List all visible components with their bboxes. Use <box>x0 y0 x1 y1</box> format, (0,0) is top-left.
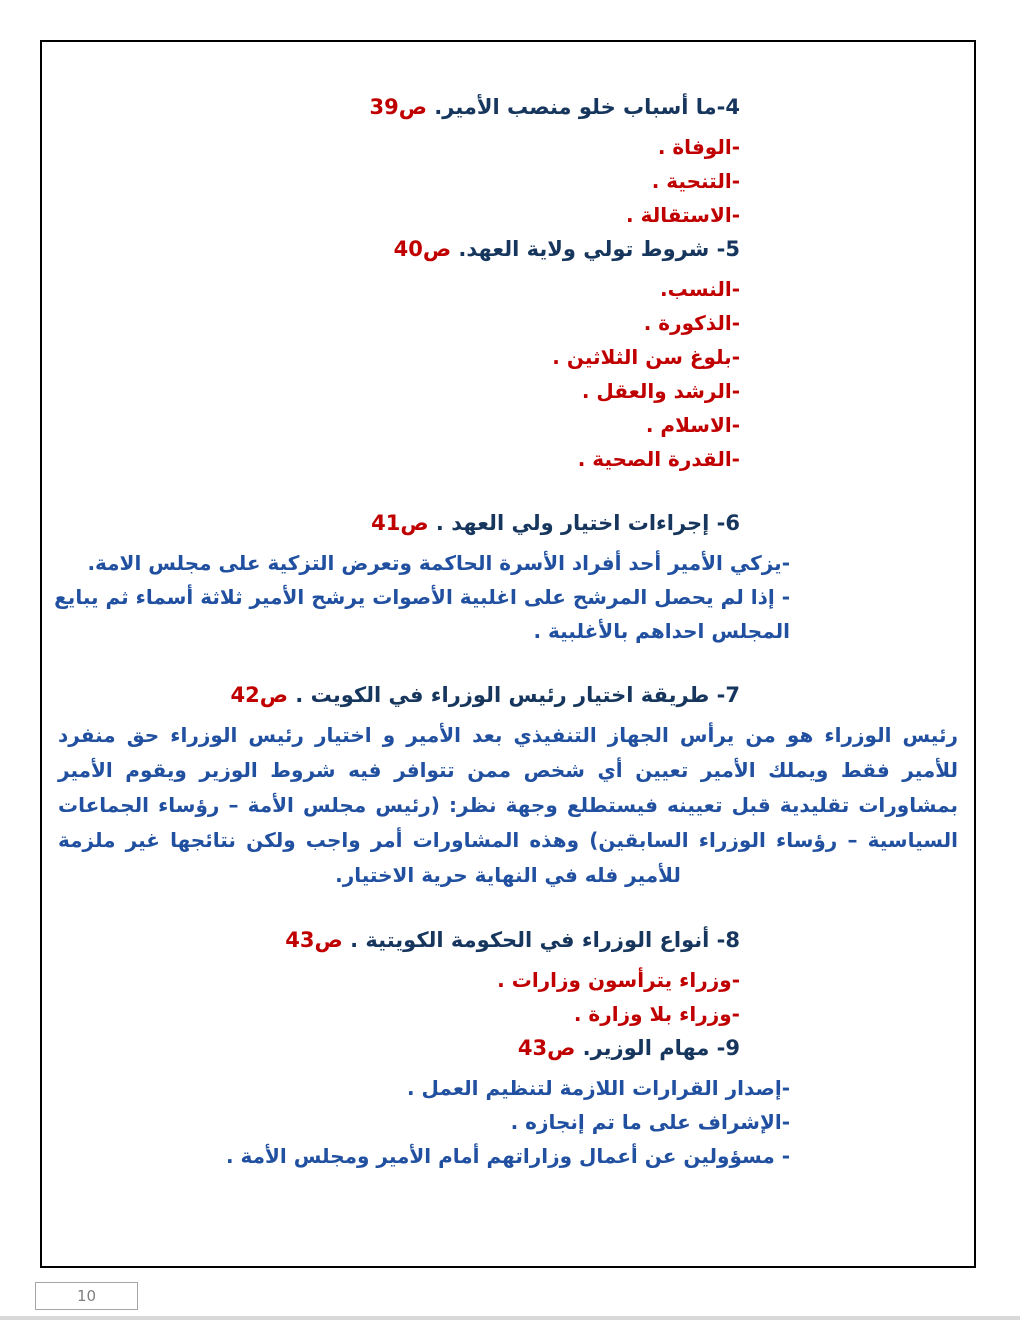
line-text: -الذكورة . <box>643 311 740 335</box>
doc-line <box>54 164 962 198</box>
page-ref: ص39 <box>369 95 427 119</box>
blank-line <box>54 476 962 506</box>
line-text: -الاستقالة . <box>626 203 740 227</box>
doc-line <box>54 306 962 340</box>
section-heading <box>54 678 962 712</box>
section-heading <box>54 923 962 957</box>
line-text: -بلوغ سن الثلاثين . <box>552 345 740 369</box>
doc-line <box>54 442 962 476</box>
section-heading <box>54 1031 962 1065</box>
line-text: -القدرة الصحية . <box>577 447 740 471</box>
line-text: -الرشد والعقل . <box>581 379 740 403</box>
line-text: - إذا لم يحصل المرشح على اغلبية الأصوات يرشح الأمير ثلاثة أسماء ثم يبايع المجلس احداهم بالأغلبية . <box>54 585 790 643</box>
page-ref: ص43 <box>285 928 343 952</box>
section-heading <box>54 506 962 540</box>
line-text: -وزراء يترأسون وزارات . <box>497 968 740 992</box>
doc-line <box>54 1071 962 1105</box>
doc-line <box>54 1139 962 1173</box>
doc-line <box>54 546 962 580</box>
blank-line <box>54 648 962 678</box>
doc-line <box>54 198 962 232</box>
line-text: -الوفاة . <box>657 135 740 159</box>
line-text: 5- شروط تولي ولاية العهد. <box>458 237 740 261</box>
line-text: 9- مهام الوزير. <box>582 1036 740 1060</box>
line-text: -التنحية . <box>651 169 740 193</box>
line-text: - مسؤولين عن أعمال وزاراتهم أمام الأمير ومجلس الأمة . <box>225 1144 790 1168</box>
line-text: 7- طريقة اختيار رئيس الوزراء في الكويت . <box>295 683 740 707</box>
page-ref: ص43 <box>517 1036 576 1060</box>
document-content <box>42 42 974 1266</box>
line-text: -يزكي الأمير أحد أفراد الأسرة الحاكمة وتعرض التزكية على مجلس الامة. <box>87 551 790 575</box>
page-ref: ص40 <box>393 237 452 261</box>
page-number: 10 <box>76 1287 97 1305</box>
doc-line <box>54 408 962 442</box>
line-text: -وزراء بلا وزارة . <box>573 1002 740 1026</box>
line-text: -النسب. <box>660 277 740 301</box>
doc-line <box>54 130 962 164</box>
page-bottom-edge <box>0 1316 1020 1320</box>
doc-line <box>54 718 962 893</box>
page-ref: ص41 <box>371 511 429 535</box>
footer-page-number-box <box>35 1282 138 1310</box>
doc-line <box>54 963 962 997</box>
line-text: -الإشراف على ما تم إنجازه . <box>510 1110 790 1134</box>
line-text: -إصدار القرارات اللازمة لتنظيم العمل . <box>407 1076 790 1100</box>
page-border <box>40 40 976 1268</box>
doc-line <box>54 374 962 408</box>
line-text: 8- أنواع الوزراء في الحكومة الكويتية . <box>350 928 740 952</box>
doc-line <box>54 272 962 306</box>
doc-line <box>54 340 962 374</box>
doc-line <box>54 997 962 1031</box>
line-text: رئيس الوزراء هو من يرأس الجهاز التنفيذي بعد الأمير و اختيار رئيس الوزراء حق منفرد للأمير فقط ويملك الأمير تعيين أي شخص ممن تتوافر فيه شروط الوزير ويقوم الأمير بمشاورات تقليدية قبل تعيينه فيستطلع وجهة نظر: (رئيس مجلس الأمة – رؤساء الجماعات السياسية – رؤساء الوزراء السابقين) وهذه المشاورات أمر واجب ولكن نتائجها غير ملزمة للأمير فله في النهاية حرية الاختيار. <box>58 723 958 887</box>
line-text: 4-ما أسباب خلو منصب الأمير. <box>434 95 740 119</box>
line-text: 6- إجراءات اختيار ولي العهد . <box>435 511 740 535</box>
page-ref: ص42 <box>230 683 288 707</box>
blank-line <box>54 893 962 923</box>
doc-line <box>54 580 962 648</box>
line-text: -الاسلام . <box>645 413 740 437</box>
section-heading <box>54 90 962 124</box>
doc-line <box>54 1105 962 1139</box>
section-heading <box>54 232 962 266</box>
